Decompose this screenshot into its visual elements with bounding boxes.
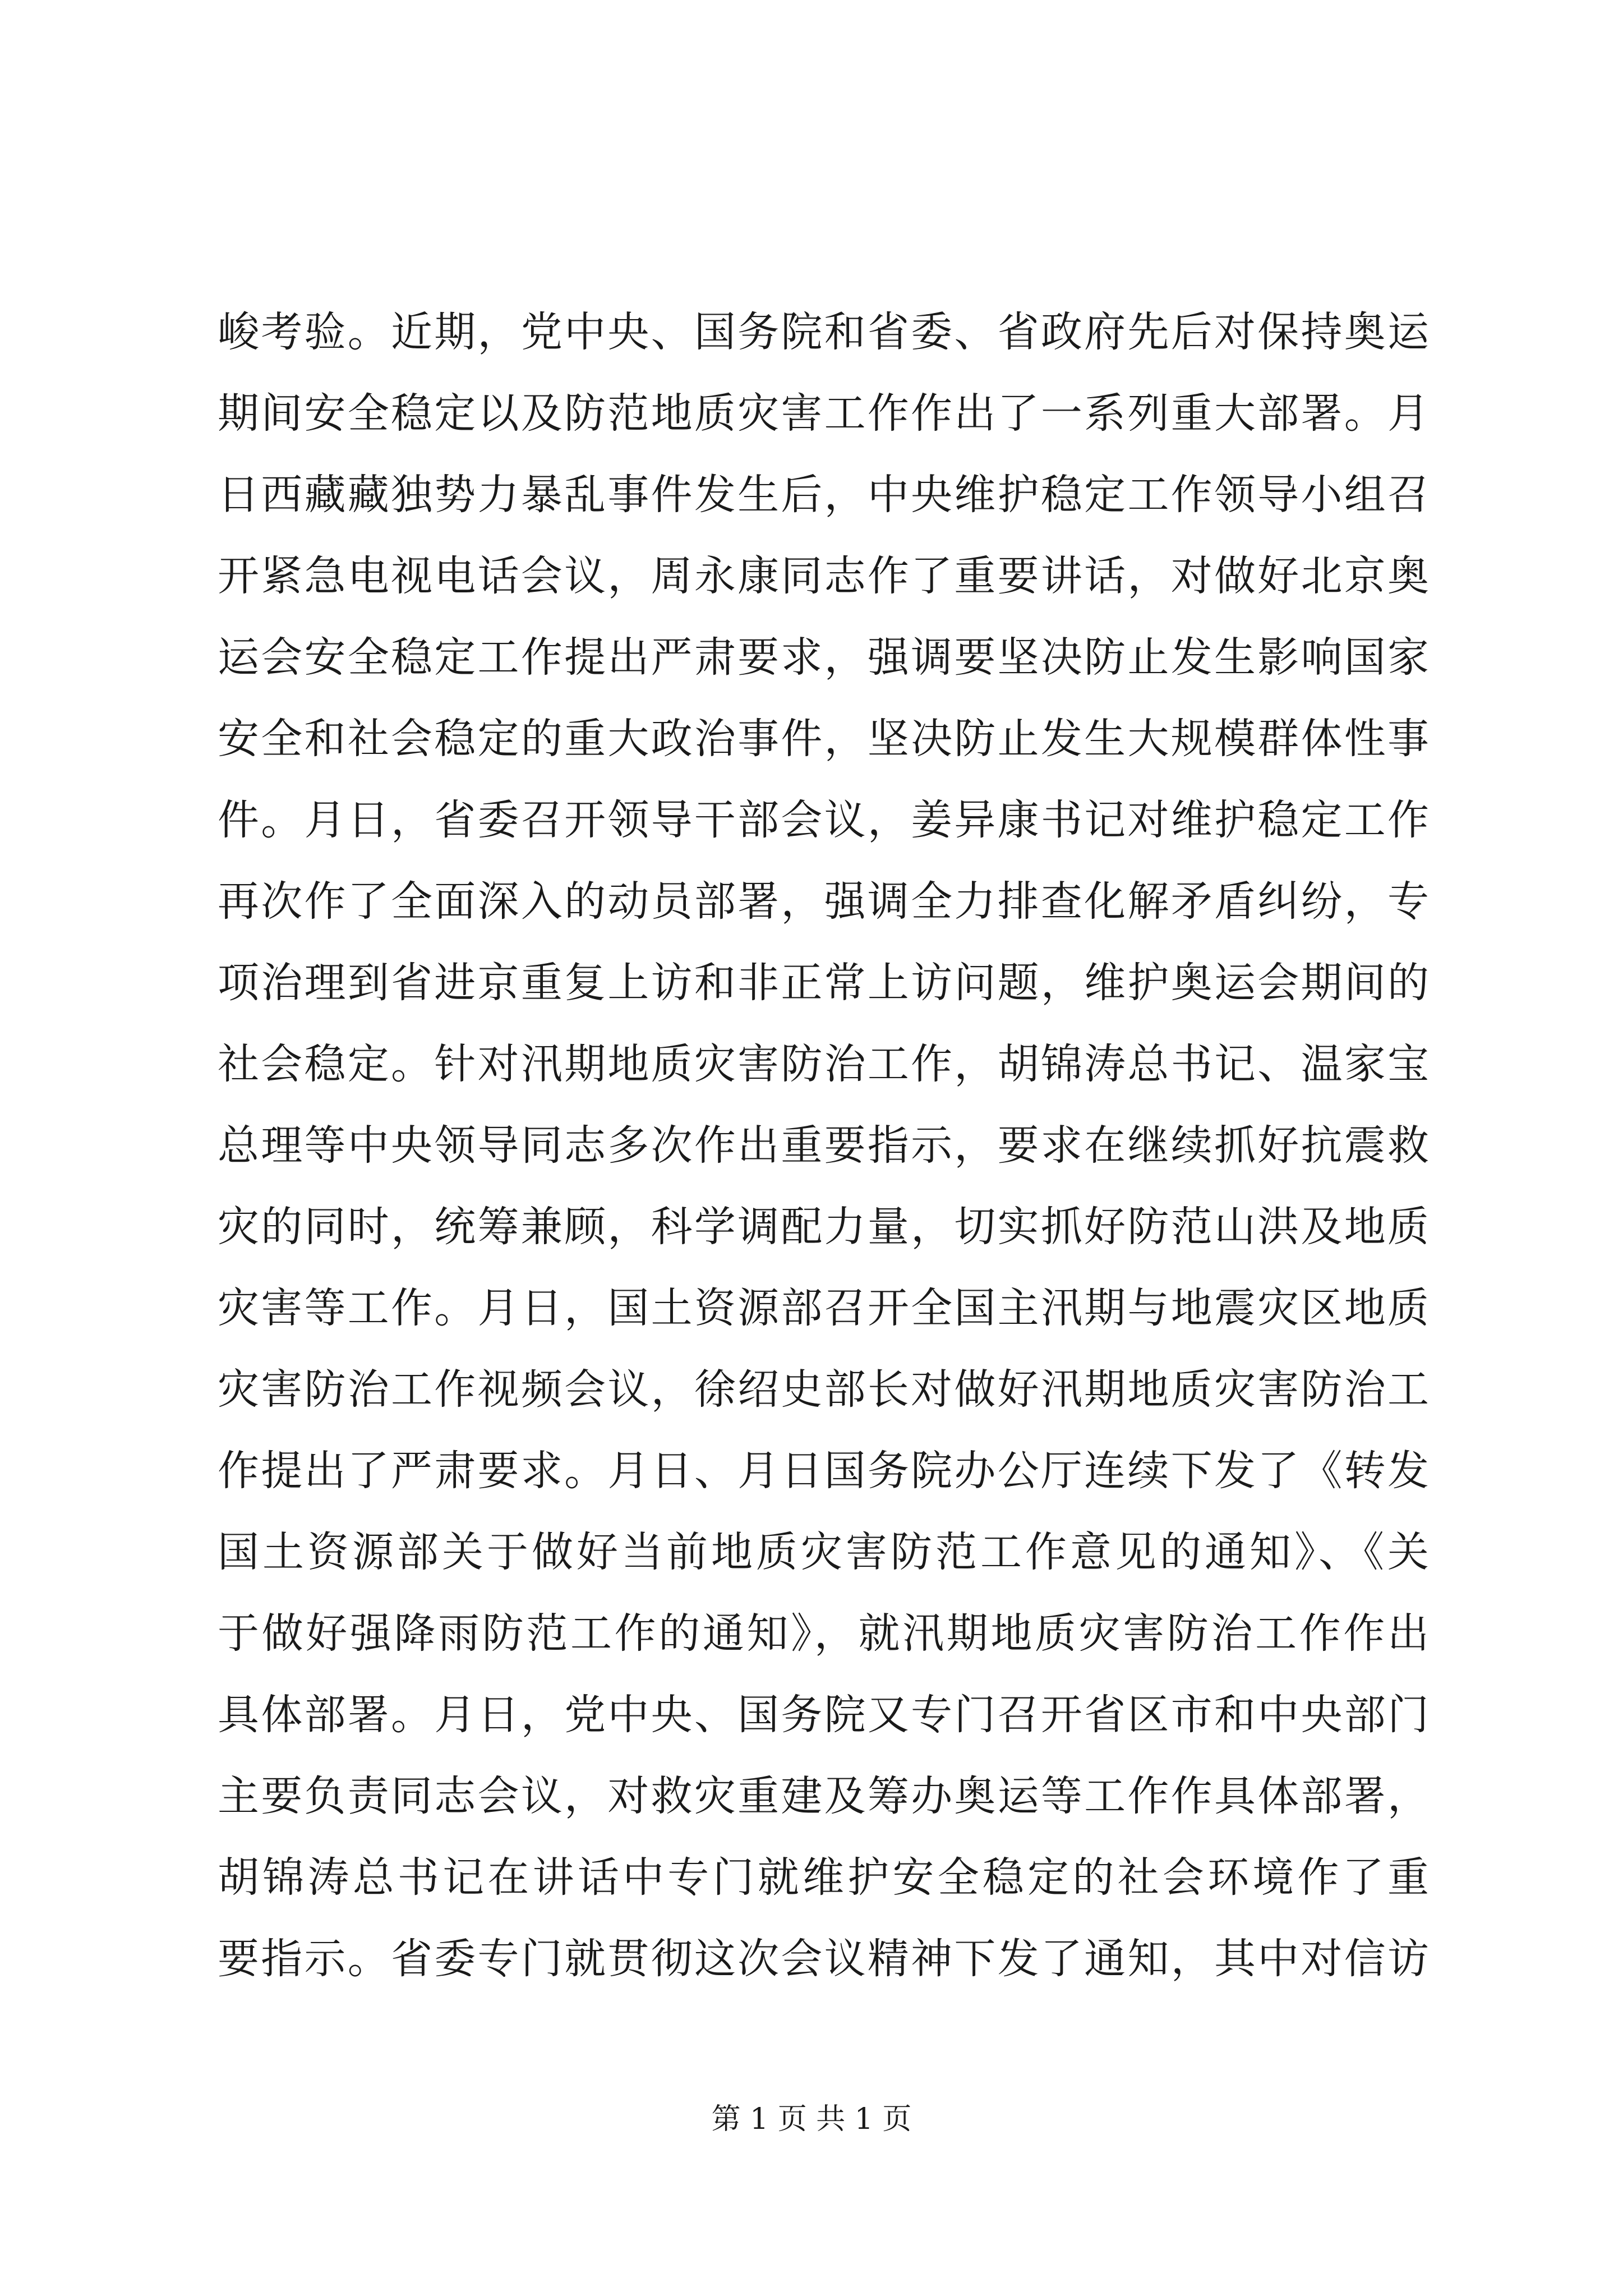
text-line: 灾害防治工作视频会议，徐绍史部长对做好汛期地质灾害防治工 [218,1365,1429,1414]
body-text [218,292,1429,2000]
text-line: 于做好强降雨防范工作的通知》，就汛期地质灾害防治工作作出 [218,1609,1429,1658]
text-line: 再次作了全面深入的动员部署，强调全力排查化解矛盾纠纷，专 [218,877,1429,926]
text-line: 开紧急电视电话会议，周永康同志作了重要讲话，对做好北京奥 [218,552,1429,600]
text-line: 作提出了严肃要求。月日、月日国务院办公厅连续下发了《转发 [218,1447,1429,1495]
text-line: 项治理到省进京重复上访和非正常上访问题，维护奥运会期间的 [218,959,1429,1007]
text-line: 件。月日，省委召开领导干部会议，姜异康书记对维护稳定工作 [218,796,1429,844]
text-line: 具体部署。月日，党中央、国务院又专门召开省区市和中央部门 [218,1691,1429,1739]
text-line: 要指示。省委专门就贯彻这次会议精神下发了通知，其中对信访 [218,1935,1429,1983]
text-line: 日西藏藏独势力暴乱事件发生后，中央维护稳定工作领导小组召 [218,471,1429,519]
text-line: 安全和社会稳定的重大政治事件，坚决防止发生大规模群体性事 [218,715,1429,763]
text-line: 社会稳定。针对汛期地质灾害防治工作，胡锦涛总书记、温家宝 [218,1040,1429,1088]
text-line: 胡锦涛总书记在讲话中专门就维护安全稳定的社会环境作了重 [218,1853,1429,1902]
text-line: 期间安全稳定以及防范地质灾害工作作出了一系列重大部署。月 [218,389,1429,438]
page-footer: 第 1 页 共 1 页 [711,2102,912,2136]
text-line: 灾的同时，统筹兼顾，科学调配力量，切实抓好防范山洪及地质 [218,1203,1429,1251]
text-line: 主要负责同志会议，对救灾重建及筹办奥运等工作作具体部署， [218,1772,1429,1820]
text-line: 国土资源部关于做好当前地质灾害防范工作意见的通知》、《关 [218,1528,1429,1576]
text-line: 灾害等工作。月日，国土资源部召开全国主汛期与地震灾区地质 [218,1284,1429,1332]
text-line: 峻考验。近期，党中央、国务院和省委、省政府先后对保持奥运 [218,308,1429,356]
text-line: 运会安全稳定工作提出严肃要求，强调要坚决防止发生影响国家 [218,633,1429,682]
text-line: 总理等中央领导同志多次作出重要指示，要求在继续抓好抗震救 [218,1121,1429,1170]
